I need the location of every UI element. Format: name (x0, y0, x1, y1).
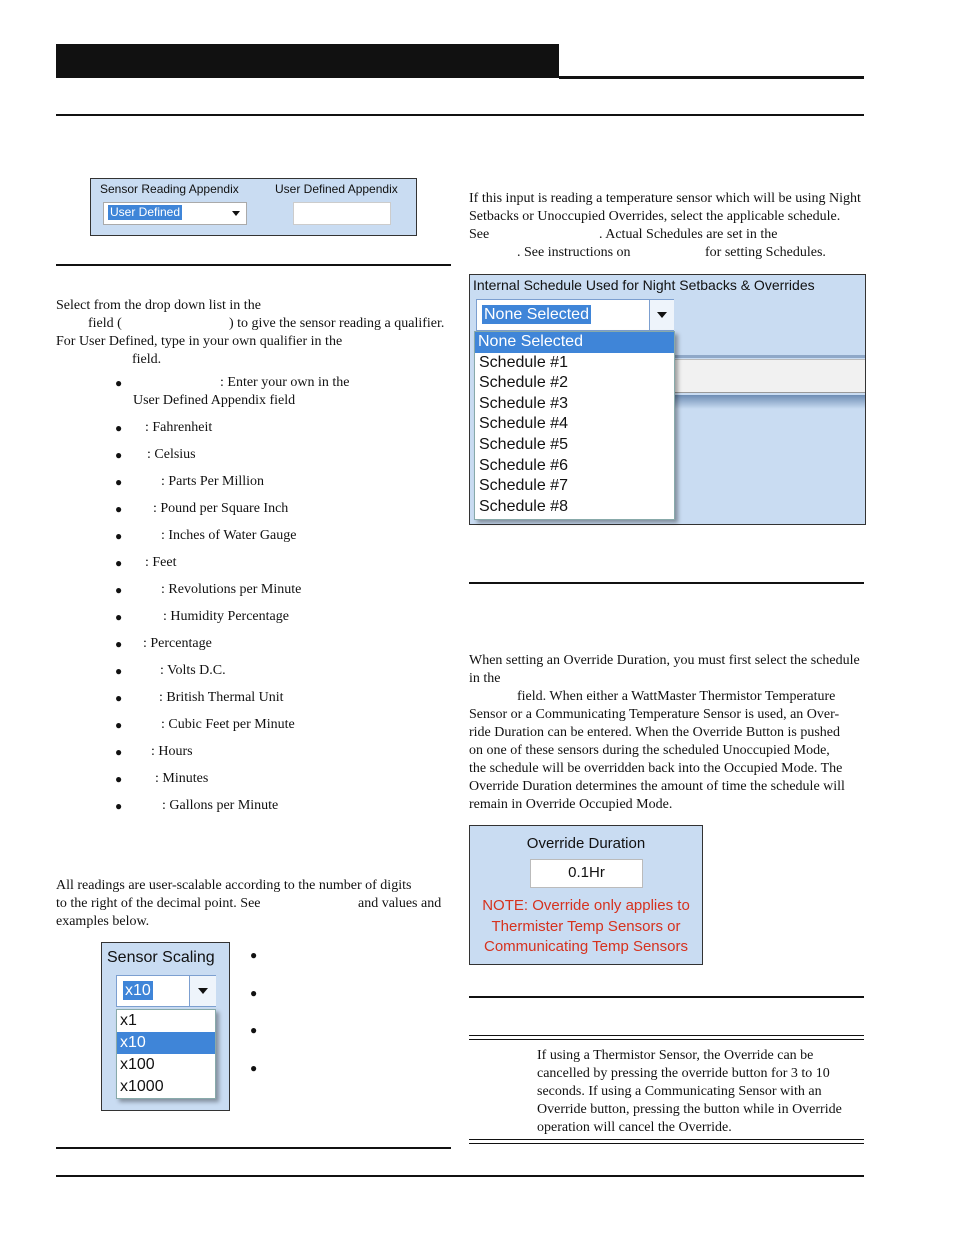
scaling-paragraph-line3: examples below. (56, 914, 150, 929)
bullet-icon: ● (115, 745, 123, 759)
appendix-instructions-line1: Select from the drop down list in the (56, 298, 261, 313)
sensor-scaling-panel (101, 942, 230, 1111)
left-section-rule-2 (56, 1147, 451, 1149)
right-section-rule-2 (469, 996, 864, 998)
schedule-paragraph-line1: If this input is reading a temperature sensor which will be using Night (469, 191, 861, 206)
schedule-paragraph-line4: . See instructions on (517, 245, 631, 260)
section-rule-top (56, 114, 864, 116)
footer-rule (56, 1175, 864, 1177)
header-underline (559, 76, 864, 79)
sensor-reading-appendix-value: User Defined (110, 205, 181, 219)
chevron-down-icon (198, 988, 208, 994)
bullet-icon: ● (115, 610, 123, 624)
sensor-scaling-dropdown-button[interactable] (189, 976, 216, 1006)
schedule-option[interactable]: Schedule #2 (479, 374, 568, 392)
schedule-paragraph-line3b: . Actual Schedules are set in the (599, 227, 778, 242)
override-duration-panel (469, 825, 703, 965)
bullet-icon: ● (115, 637, 123, 651)
user-defined-appendix-input[interactable] (293, 202, 391, 225)
schedule-option[interactable]: Schedule #3 (479, 394, 568, 412)
bullet-icon: ● (115, 799, 123, 813)
left-section-rule-1 (56, 264, 451, 266)
sensor-reading-appendix-dropdown[interactable] (103, 202, 247, 225)
bullet-icon: ● (115, 376, 123, 390)
chevron-down-icon[interactable] (232, 211, 240, 216)
scaling-paragraph (56, 877, 451, 931)
override-note: NOTE: Override only applies to Thermister Temp Sensors or Communicating Temp Sensors (482, 897, 690, 955)
sensor-scaling-title: Sensor Scaling (107, 949, 215, 966)
appendix-instructions (56, 297, 452, 369)
bullet-icon: ● (115, 556, 123, 570)
schedule-dropdown[interactable] (476, 299, 674, 331)
schedule-option[interactable]: Schedule #5 (479, 435, 568, 453)
note-rule-top-1 (469, 1035, 864, 1036)
bullet-icon: ● (115, 421, 123, 435)
note-rule-top-2 (469, 1039, 864, 1040)
schedule-paragraph-line4b: for setting Schedules. (705, 245, 826, 260)
schedule-option[interactable]: None Selected (475, 332, 674, 353)
schedule-panel-title: Internal Schedule Used for Night Setbacks & Overrides (473, 277, 815, 293)
scaling-paragraph-line2b: and values and (358, 896, 442, 911)
override-duration-input[interactable] (530, 859, 643, 888)
bullet-icon: ● (115, 718, 123, 732)
override-paragraph: When setting an Override Duration, you must first select the schedule in the field. When either a WattMaster Thermistor Temperature Sensor or a Communicating Temperature Sensor is used, an Over- ride Duration can be entered. When the Override Button is pushed on one of these sensors during the scheduled Unoccupied Mode, the schedule will be overridden back into the Occupied Mode. The Override Duration determines the amount of time the schedule will remain in Override Occupied Mode. (469, 653, 860, 812)
sensor-scaling-option[interactable]: x10 (117, 1032, 215, 1054)
schedule-dropdown-value: None Selected (484, 306, 589, 323)
note-rule-bottom-2 (469, 1143, 864, 1144)
override-duration-value: 0.1Hr (568, 864, 605, 881)
bullet-icon: ● (115, 448, 123, 462)
sensor-reading-appendix-panel (90, 178, 417, 236)
bullet-icon: ● (250, 1023, 258, 1037)
override-duration-title: Override Duration (526, 835, 646, 852)
schedule-paragraph-line3a: See (469, 227, 490, 242)
bullet-icon: ● (115, 583, 123, 597)
bullet-icon: ● (115, 691, 123, 705)
chevron-down-icon (657, 312, 667, 318)
appendix-instructions-line2a: field ( (88, 316, 122, 331)
user-defined-appendix-label: User Defined Appendix (275, 182, 398, 196)
appendix-instructions-line3: For User Defined, type in your own qualifier in the (56, 334, 343, 349)
schedule-option[interactable]: Schedule #6 (479, 456, 568, 474)
bullet-icon: ● (115, 475, 123, 489)
appendix-instructions-line4: field. (132, 352, 162, 367)
schedule-option[interactable]: Schedule #4 (479, 415, 568, 433)
bullet-icon: ● (250, 986, 258, 1000)
right-section-rule-1 (469, 582, 864, 584)
schedule-paragraph-line2: Setbacks or Unoccupied Overrides, select the applicable schedule. (469, 209, 841, 224)
schedule-option[interactable]: Schedule #7 (479, 477, 568, 495)
scaling-paragraph-line2a: to the right of the decimal point. See (56, 896, 261, 911)
sensor-scaling-options (116, 1009, 216, 1099)
sensor-scaling-option[interactable]: x1 (120, 1012, 137, 1029)
bullet-icon: ● (250, 1061, 258, 1075)
schedule-option[interactable]: Schedule #8 (479, 497, 568, 515)
sensor-reading-appendix-label: Sensor Reading Appendix (100, 182, 239, 196)
bullet-icon: ● (115, 502, 123, 516)
schedule-options (474, 331, 675, 520)
header-bar (56, 44, 559, 78)
sensor-scaling-dropdown[interactable] (116, 975, 216, 1007)
sensor-scaling-option[interactable]: x1000 (120, 1078, 164, 1095)
note-rule-bottom-1 (469, 1139, 864, 1140)
bullet-icon: ● (250, 948, 258, 962)
bullet-icon: ● (115, 664, 123, 678)
sensor-scaling-value: x10 (125, 982, 151, 999)
bullet-icon: ● (115, 772, 123, 786)
appendix-instructions-line2b: ) to give the sensor reading a qualifier. (229, 316, 445, 331)
scaling-paragraph-line1: All readings are user-scalable according to the number of digits (56, 878, 412, 893)
schedule-dropdown-button[interactable] (649, 300, 674, 330)
schedule-panel (469, 274, 866, 525)
schedule-option[interactable]: Schedule #1 (479, 353, 568, 371)
schedule-paragraph (469, 190, 865, 262)
bullet-icon: ● (115, 529, 123, 543)
note-text: If using a Thermistor Sensor, the Override can be cancelled by pressing the override button for 3 to 10 seconds. If using a Communicating Sensor with an Override button, pressing the button while in Override operation will cancel the Override. (537, 1048, 842, 1135)
sensor-scaling-option[interactable]: x100 (120, 1056, 155, 1073)
